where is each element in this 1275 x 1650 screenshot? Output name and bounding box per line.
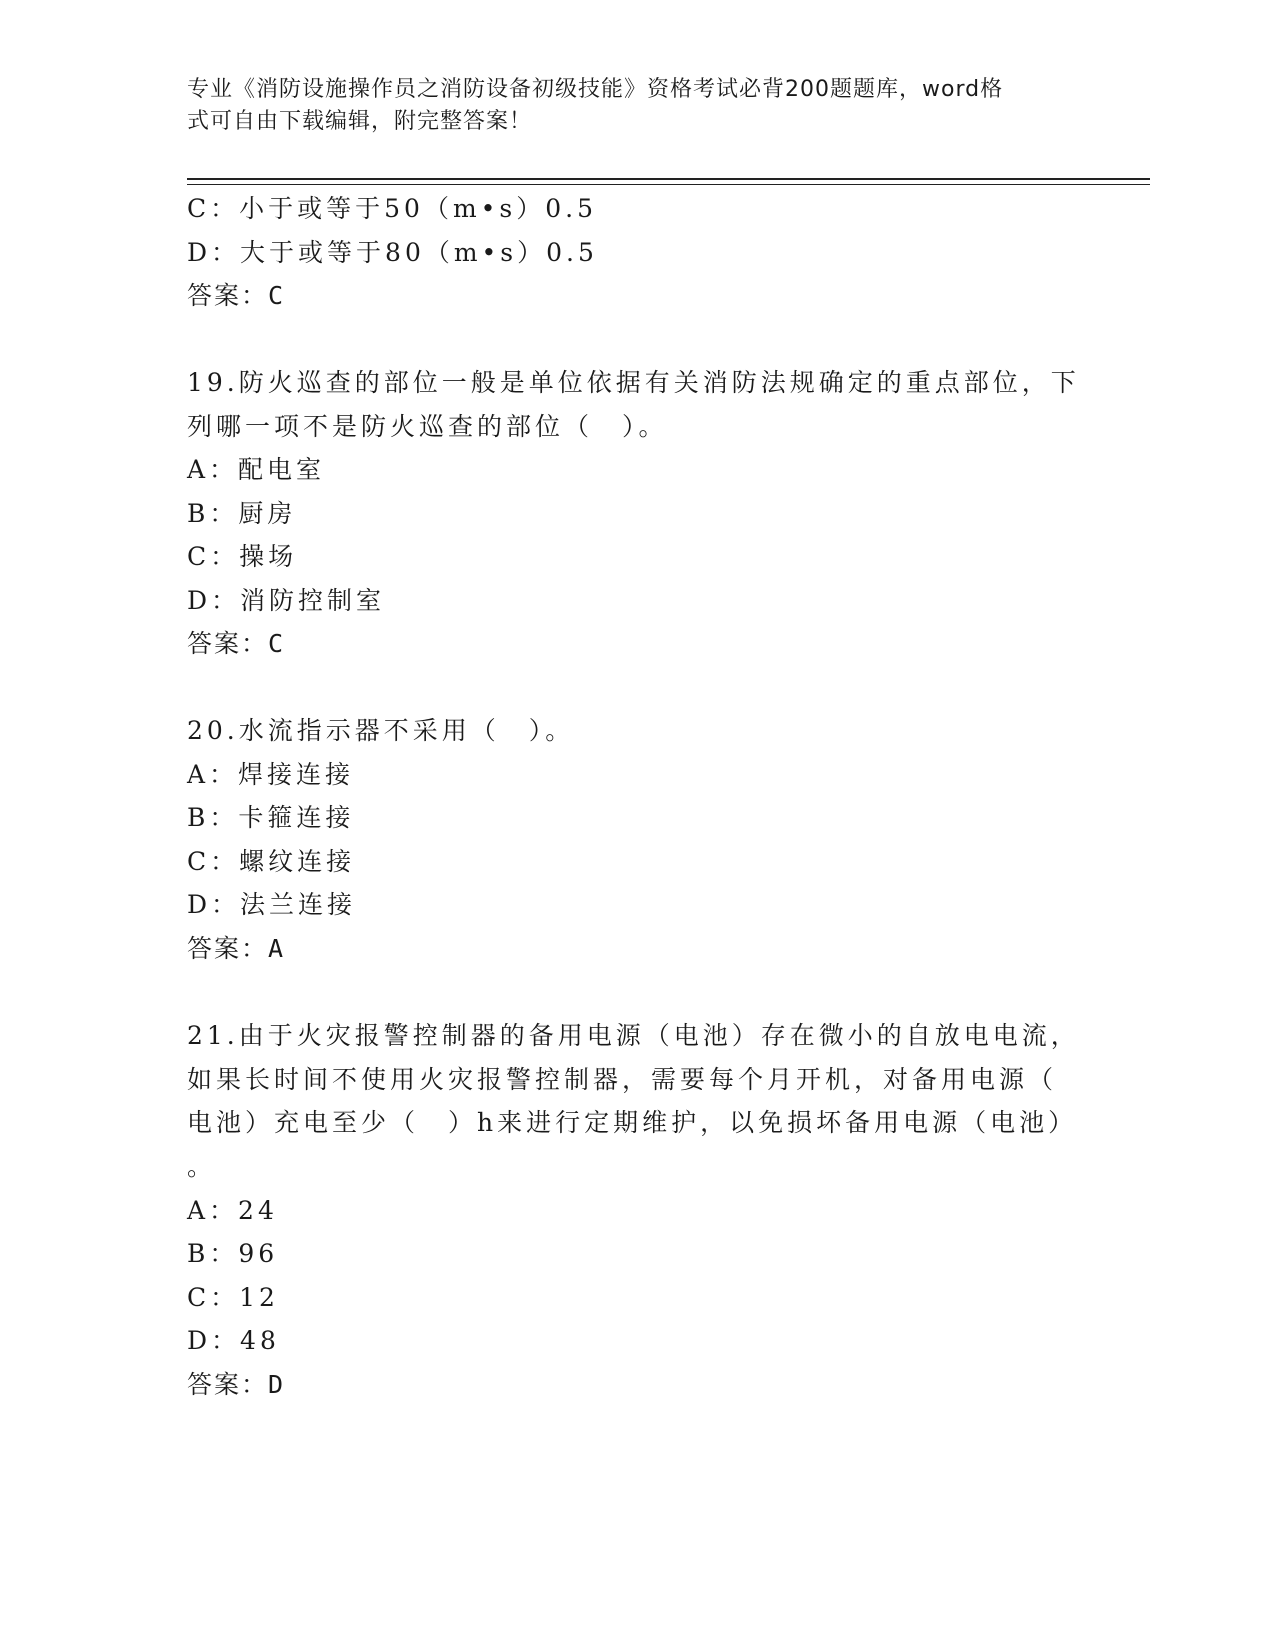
header-line-2: 式可自由下载编辑，附完整答案！ [187,109,533,134]
prev-answer [187,276,285,312]
q21-option-b: B：96 [187,1239,279,1268]
q20-option-a: A：焊接连接 [187,760,355,789]
q21-option-d: D：48 [187,1326,280,1355]
q19-option-d: D：消防控制室 [187,586,386,615]
q21-stem-line-4: 。 [187,1152,217,1181]
answer-value: D [268,1370,286,1399]
q19-stem-line-1: 19.防火巡查的部位一般是单位依据有关消防法规确定的重点部位，下 [187,368,1080,397]
header-divider-thick [187,178,1150,180]
q20-option-d: D：法兰连接 [187,890,357,919]
prev-option-d: D：大于或等于80（m•s）0.5 [187,238,598,267]
q20-stem-line-1: 20.水流指示器不采用（ ）。 [187,716,575,745]
answer-value: C [268,629,286,658]
q20-option-b: B：卡箍连接 [187,803,355,832]
answer-value: A [268,934,286,963]
q19-option-c: C：操场 [187,542,298,571]
q19-answer [187,624,285,660]
q19-option-b: B：厨房 [187,499,297,528]
q21-answer [187,1365,285,1401]
header-line-1: 专业《消防设施操作员之消防设备初级技能》资格考试必背200题题库，word格 [187,77,1004,102]
header-divider-thin [187,184,1150,185]
q19-stem-line-2: 列哪一项不是防火巡查的部位（ ）。 [187,412,668,441]
answer-value: C [268,281,286,310]
q21-stem-line-1: 21.由于火灾报警控制器的备用电源（电池）存在微小的自放电电流， [187,1021,1080,1050]
document-header [187,74,1067,138]
answer-label: 答案： [187,1370,269,1399]
q21-option-c: C：12 [187,1283,279,1312]
q21-stem-line-3: 电池）充电至少（ ）h来进行定期维护，以免损坏备用电源（电池） [187,1108,1078,1137]
prev-option-c: C：小于或等于50（m•s）0.5 [187,194,597,223]
q20-option-c: C：螺纹连接 [187,847,356,876]
q20-answer [187,929,285,965]
q21-option-a: A：24 [187,1196,278,1225]
q21-stem-line-2: 如果长时间不使用火灾报警控制器，需要每个月开机，对备用电源（ [187,1065,1058,1094]
answer-label: 答案： [187,629,269,658]
q19-option-a: A：配电室 [187,455,326,484]
answer-label: 答案： [187,934,269,963]
answer-label: 答案： [187,281,269,310]
